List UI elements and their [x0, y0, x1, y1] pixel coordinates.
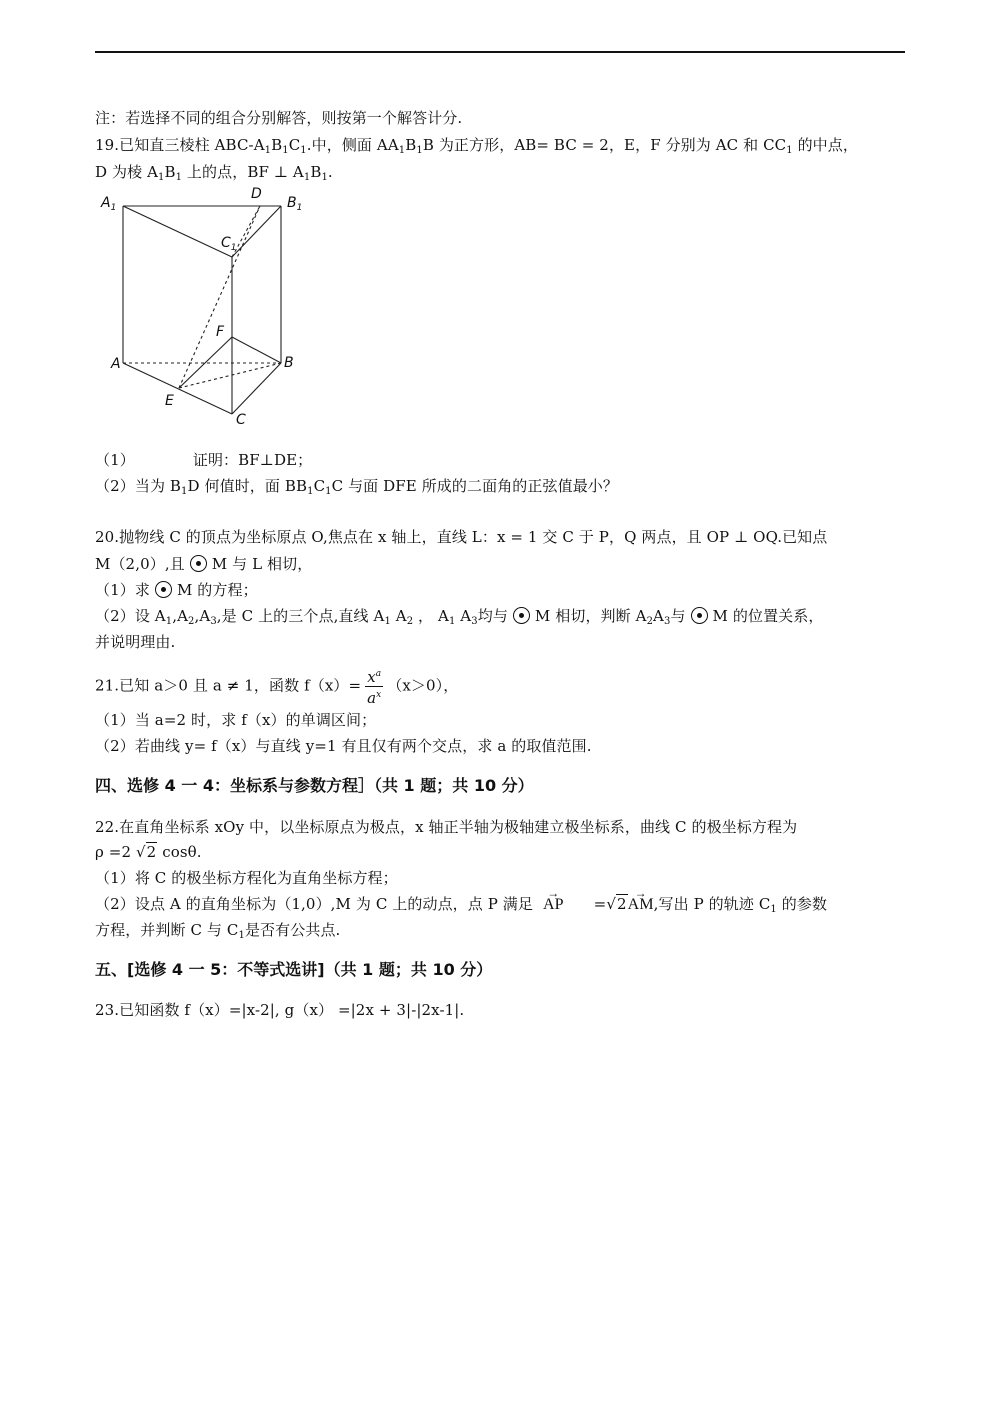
header-rule [95, 51, 905, 53]
q20-part1: （1）求 M 的方程； [95, 581, 258, 599]
q20-part2-tail: 并说明理由. [95, 633, 176, 651]
q23-stem: 23.已知函数 f（x）=|x-2|, g（x） =|2x + 3|-|2x-1|. [95, 1001, 465, 1019]
section-5-heading: 五、[选修 4 一 5：不等式选讲]（共 1 题；共 10 分） [95, 960, 493, 979]
q19-part2: （2）当为 $B_1D$ 何值时，面 $BB_1C_1C$ 与面 DFE 所成的二面角的正弦值最小？ [95, 477, 619, 497]
fraction-x-a-over-a-x: $\frac{x^a}{a^x}$ [367, 668, 382, 707]
note-text: 注：若选择不同的组合分别解答，则按第一个解答计分. [95, 109, 463, 127]
label-d: D [251, 186, 262, 202]
q22-part1: （1）将 C 的极坐标方程化为直角坐标方程； [95, 869, 398, 887]
label-b1: $B_1$ [287, 195, 303, 213]
q21-part2: （2）若曲线 y= f（x）与直线 y=1 有且仅有两个交点，求 a 的取值范围. [95, 737, 592, 755]
label-c: C [236, 412, 246, 428]
label-e: E [165, 393, 174, 409]
q22-part2-tail: 方程，并判断 C 与 $C_1$是否有公共点. [95, 921, 341, 941]
circle-dot-icon [190, 555, 207, 572]
vector-ap: → AP [543, 895, 564, 915]
q19-part1: （1） 证明：BF⊥DE； [95, 451, 313, 469]
label-a1: $A_1$ [101, 195, 117, 213]
label-a: A [111, 356, 121, 372]
q20-stem-line1: 20.抛物线 C 的顶点为坐标原点 O,焦点在 x 轴上，直线 L：x = 1 交 C 于 P，Q 两点，且 OP ⊥ OQ.已知点 [95, 528, 828, 546]
circle-dot-icon [155, 581, 172, 598]
q20-part2: （2）设 $A_1,A_2,A_3$,是 C 上的三个点,直线 $A_1$ $A_2$ ， $A_1$ $A_3$均与 M 相切，判断 $A_2A_3$与 M 的位置关系， [95, 607, 824, 627]
circle-dot-icon [513, 607, 530, 624]
q22-stem-line2: ρ =2 √2 cosθ. [95, 843, 202, 861]
section-4-heading: 四、选修 4 一 4：坐标系与参数方程］（共 1 题；共 10 分） [95, 776, 534, 795]
vector-am: → AM [628, 895, 654, 915]
q22-part2: （2）设点 A 的直角坐标为（1,0）,M 为 C 上的动点，点 P 满足→ AP =√2→ AM,写出 P 的轨迹 $C_1$ 的参数 [95, 894, 827, 915]
prism-figure [95, 180, 315, 430]
label-c1: $C_1$ [221, 235, 237, 253]
label-b: B [284, 355, 294, 371]
q20-stem-line2: M（2,0）,且 M 与 L 相切， [95, 555, 313, 573]
circle-dot-icon [691, 607, 708, 624]
q22-stem-line1: 22.在直角坐标系 xOy 中，以坐标原点为极点，x 轴正半轴为极轴建立极坐标系，曲线 C 的极坐标方程为 [95, 818, 798, 836]
q21-stem: 21.已知 a＞0 且 a ≠ 1，函数 f（x）= $\frac{x^a}{a^x}$ （x＞0）， [95, 668, 459, 707]
q19-stem-line2: D 为棱 $A_1B_1$ 上的点，BF ⊥ $A_1B_1$. [95, 163, 333, 183]
q21-part1: （1）当 a=2 时，求 f（x）的单调区间； [95, 711, 377, 729]
label-f: F [216, 324, 225, 340]
q19-stem-line1: 19.已知直三棱柱 ABC-$A_1B_1C_1$.中，侧面 $AA_1B_1B$ 为正方形，AB= BC = 2，E，F 分别为 AC 和 $CC_1$ 的中点， [95, 136, 858, 156]
